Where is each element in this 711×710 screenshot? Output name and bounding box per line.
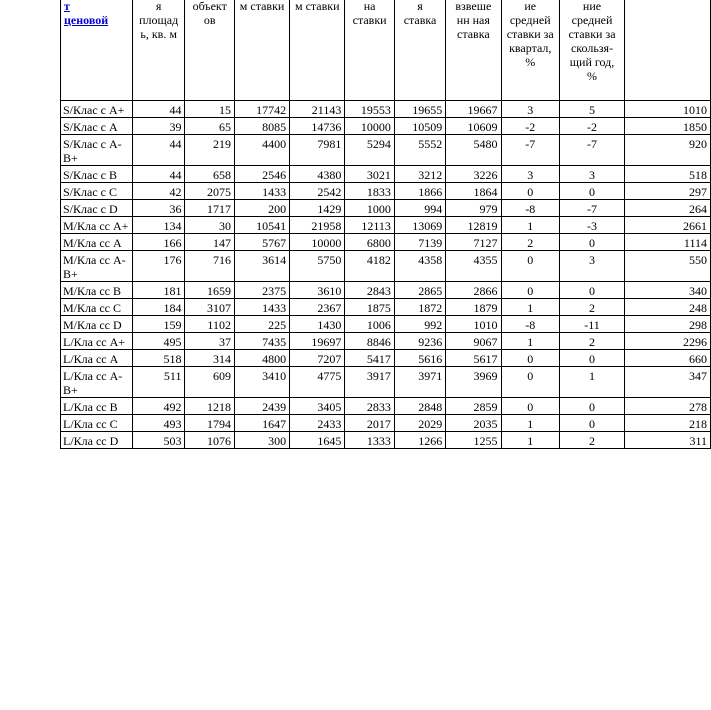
cell-avg-area: 166 <box>132 234 185 251</box>
cell-min-rate: 8085 <box>234 118 289 135</box>
column-header-line: щий год, <box>569 55 615 69</box>
cell-segment: L/Кла сс A- B+ <box>61 367 133 398</box>
cell-segment: M/Кла сс A- B+ <box>61 251 133 282</box>
cell-avg-area: 492 <box>132 398 185 415</box>
table-row <box>61 234 711 251</box>
cell-objects: 1659 <box>185 282 235 299</box>
cell-avg-rate: 1872 <box>394 299 445 316</box>
cell-change-quarter: 1 <box>501 415 559 432</box>
cell-avg-rate: 4358 <box>394 251 445 282</box>
column-header-line: на <box>363 0 376 13</box>
cell-last: 920 <box>625 135 711 166</box>
cell-weighted-rate: 12819 <box>446 217 501 234</box>
cell-change-year: 1 <box>559 367 624 398</box>
cell-segment: M/Кла сс A+ <box>61 217 133 234</box>
cell-segment: S/Клас с D <box>61 200 133 217</box>
cell-last: 1850 <box>625 118 711 135</box>
cell-min-rate: 17742 <box>234 101 289 118</box>
cell-segment: L/Кла сс A+ <box>61 333 133 350</box>
cell-change-year: 3 <box>559 251 624 282</box>
cell-change-year: 5 <box>559 101 624 118</box>
column-header-line: взвеше <box>455 0 492 13</box>
cell-change-quarter: 0 <box>501 282 559 299</box>
cell-change-year: 2 <box>559 432 624 449</box>
cell-segment: M/Кла сс D <box>61 316 133 333</box>
cell-change-year: 0 <box>559 234 624 251</box>
cell-median-rate: 1000 <box>345 200 395 217</box>
cell-avg-area: 44 <box>132 101 185 118</box>
cell-objects: 37 <box>185 333 235 350</box>
cell-segment: S/Клас с C <box>61 183 133 200</box>
cell-max-rate: 1645 <box>290 432 345 449</box>
cell-avg-area: 39 <box>132 118 185 135</box>
cell-weighted-rate: 1864 <box>446 183 501 200</box>
cell-median-rate: 5294 <box>345 135 395 166</box>
cell-avg-area: 159 <box>132 316 185 333</box>
table-row <box>61 367 711 398</box>
cell-median-rate: 1333 <box>345 432 395 449</box>
table-row <box>61 432 711 449</box>
cell-objects: 65 <box>185 118 235 135</box>
cell-median-rate: 1006 <box>345 316 395 333</box>
table-row <box>61 166 711 183</box>
cell-objects: 1218 <box>185 398 235 415</box>
cell-change-year: 0 <box>559 350 624 367</box>
cell-avg-area: 511 <box>132 367 185 398</box>
cell-change-quarter: -8 <box>501 316 559 333</box>
cell-min-rate: 3410 <box>234 367 289 398</box>
cell-avg-rate: 2029 <box>394 415 445 432</box>
table-row <box>61 333 711 350</box>
cell-min-rate: 1433 <box>234 299 289 316</box>
column-header-min-rate <box>234 0 289 101</box>
column-header-line: средней <box>509 13 551 27</box>
table-header-row <box>61 0 711 101</box>
table-row <box>61 183 711 200</box>
cell-avg-area: 176 <box>132 251 185 282</box>
cell-change-year: -2 <box>559 118 624 135</box>
cell-objects: 147 <box>185 234 235 251</box>
column-header-line: квартал, <box>509 41 552 55</box>
cell-change-quarter: 3 <box>501 101 559 118</box>
cell-objects: 609 <box>185 367 235 398</box>
cell-change-year: 2 <box>559 333 624 350</box>
column-header-median-rate <box>345 0 395 101</box>
column-header-line: ние <box>582 0 602 13</box>
cell-min-rate: 5767 <box>234 234 289 251</box>
table-row <box>61 415 711 432</box>
cell-min-rate: 4800 <box>234 350 289 367</box>
cell-weighted-rate: 4355 <box>446 251 501 282</box>
cell-weighted-rate: 979 <box>446 200 501 217</box>
column-header-last <box>625 0 711 101</box>
cell-change-quarter: 1 <box>501 217 559 234</box>
cell-objects: 1794 <box>185 415 235 432</box>
table-row <box>61 217 711 234</box>
cell-weighted-rate: 3969 <box>446 367 501 398</box>
cell-min-rate: 10541 <box>234 217 289 234</box>
cell-avg-rate: 5616 <box>394 350 445 367</box>
column-header-line: я <box>417 0 423 13</box>
cell-segment: S/Клас с A+ <box>61 101 133 118</box>
table-row <box>61 251 711 282</box>
cell-segment: M/Кла сс C <box>61 299 133 316</box>
cell-max-rate: 3405 <box>290 398 345 415</box>
cell-change-quarter: 1 <box>501 299 559 316</box>
cell-last: 660 <box>625 350 711 367</box>
table-row <box>61 282 711 299</box>
cell-change-year: 3 <box>559 166 624 183</box>
cell-change-quarter: -2 <box>501 118 559 135</box>
cell-weighted-rate: 2866 <box>446 282 501 299</box>
cell-max-rate: 2433 <box>290 415 345 432</box>
cell-last: 2296 <box>625 333 711 350</box>
table-row <box>61 135 711 166</box>
column-header-line: нн ная <box>456 13 490 27</box>
table-row <box>61 398 711 415</box>
cell-change-quarter: 1 <box>501 432 559 449</box>
cell-min-rate: 2439 <box>234 398 289 415</box>
cell-weighted-rate: 1010 <box>446 316 501 333</box>
cell-min-rate: 3614 <box>234 251 289 282</box>
column-header-segment <box>61 0 133 101</box>
cell-weighted-rate: 2035 <box>446 415 501 432</box>
table-row <box>61 299 711 316</box>
cell-max-rate: 19697 <box>290 333 345 350</box>
cell-max-rate: 4775 <box>290 367 345 398</box>
cell-max-rate: 2542 <box>290 183 345 200</box>
cell-avg-rate: 3212 <box>394 166 445 183</box>
column-header-line: ов <box>203 13 216 27</box>
cell-avg-rate: 3971 <box>394 367 445 398</box>
cell-objects: 15 <box>185 101 235 118</box>
cell-max-rate: 5750 <box>290 251 345 282</box>
column-header-weighted-rate <box>446 0 501 101</box>
cell-weighted-rate: 9067 <box>446 333 501 350</box>
cell-avg-area: 36 <box>132 200 185 217</box>
cell-weighted-rate: 10609 <box>446 118 501 135</box>
cell-median-rate: 19553 <box>345 101 395 118</box>
cell-avg-rate: 13069 <box>394 217 445 234</box>
cell-last: 297 <box>625 183 711 200</box>
cell-segment: M/Кла сс A <box>61 234 133 251</box>
cell-change-year: -3 <box>559 217 624 234</box>
cell-weighted-rate: 5617 <box>446 350 501 367</box>
table-row <box>61 350 711 367</box>
cell-max-rate: 7981 <box>290 135 345 166</box>
cell-min-rate: 1433 <box>234 183 289 200</box>
cell-avg-area: 495 <box>132 333 185 350</box>
cell-change-year: 0 <box>559 398 624 415</box>
column-header-line: % <box>587 69 598 83</box>
cell-avg-area: 134 <box>132 217 185 234</box>
table-body <box>61 101 711 449</box>
cell-last: 347 <box>625 367 711 398</box>
cell-avg-rate: 992 <box>394 316 445 333</box>
cell-change-year: 0 <box>559 282 624 299</box>
cell-last: 2661 <box>625 217 711 234</box>
cell-max-rate: 14736 <box>290 118 345 135</box>
cell-max-rate: 4380 <box>290 166 345 183</box>
cell-min-rate: 2546 <box>234 166 289 183</box>
cell-avg-rate: 1866 <box>394 183 445 200</box>
cell-median-rate: 6800 <box>345 234 395 251</box>
column-header-line: м ставки <box>294 0 340 13</box>
cell-objects: 716 <box>185 251 235 282</box>
column-header-line: ь, кв. м <box>140 27 177 41</box>
cell-avg-rate: 7139 <box>394 234 445 251</box>
cell-avg-rate: 2865 <box>394 282 445 299</box>
cell-segment: S/Клас с B <box>61 166 133 183</box>
cell-change-year: -11 <box>559 316 624 333</box>
cell-objects: 1717 <box>185 200 235 217</box>
cell-objects: 658 <box>185 166 235 183</box>
column-header-line: ставки за <box>568 27 616 41</box>
cell-change-quarter: 0 <box>501 367 559 398</box>
cell-avg-area: 493 <box>132 415 185 432</box>
cell-change-quarter: 0 <box>501 350 559 367</box>
cell-last: 311 <box>625 432 711 449</box>
cell-max-rate: 1429 <box>290 200 345 217</box>
table-row <box>61 101 711 118</box>
column-header-line: % <box>525 55 536 69</box>
cell-change-year: -7 <box>559 200 624 217</box>
cell-last: 264 <box>625 200 711 217</box>
cell-last: 1114 <box>625 234 711 251</box>
column-header-change-quarter <box>501 0 559 101</box>
column-header-line: я <box>155 0 162 13</box>
cell-weighted-rate: 19667 <box>446 101 501 118</box>
column-header-line: м ставки <box>239 0 285 13</box>
cell-last: 518 <box>625 166 711 183</box>
cell-min-rate: 1647 <box>234 415 289 432</box>
cell-min-rate: 2375 <box>234 282 289 299</box>
cell-avg-rate: 10509 <box>394 118 445 135</box>
cell-last: 218 <box>625 415 711 432</box>
cell-change-quarter: 0 <box>501 183 559 200</box>
table-row <box>61 118 711 135</box>
cell-change-quarter: -7 <box>501 135 559 166</box>
cell-change-quarter: 2 <box>501 234 559 251</box>
cell-min-rate: 225 <box>234 316 289 333</box>
cell-avg-area: 44 <box>132 135 185 166</box>
rent-rates-table <box>60 0 711 449</box>
cell-weighted-rate: 3226 <box>446 166 501 183</box>
cell-segment: L/Кла сс D <box>61 432 133 449</box>
cell-median-rate: 1833 <box>345 183 395 200</box>
cell-change-year: 2 <box>559 299 624 316</box>
column-header-line: ставки <box>352 13 387 27</box>
table-row <box>61 200 711 217</box>
column-header-line: ие <box>524 0 537 13</box>
cell-min-rate: 7435 <box>234 333 289 350</box>
cell-objects: 314 <box>185 350 235 367</box>
cell-objects: 219 <box>185 135 235 166</box>
cell-max-rate: 10000 <box>290 234 345 251</box>
column-header-line: ставка <box>457 27 490 41</box>
column-header-line[interactable]: ценовой <box>64 13 109 27</box>
cell-avg-area: 518 <box>132 350 185 367</box>
cell-median-rate: 8846 <box>345 333 395 350</box>
cell-change-quarter: 0 <box>501 398 559 415</box>
column-header-line: ставка <box>403 13 437 27</box>
cell-median-rate: 4182 <box>345 251 395 282</box>
cell-segment: M/Кла сс B <box>61 282 133 299</box>
cell-median-rate: 5417 <box>345 350 395 367</box>
cell-avg-area: 42 <box>132 183 185 200</box>
cell-median-rate: 3917 <box>345 367 395 398</box>
cell-avg-area: 503 <box>132 432 185 449</box>
cell-weighted-rate: 1255 <box>446 432 501 449</box>
column-header-objects <box>185 0 235 101</box>
cell-objects: 2075 <box>185 183 235 200</box>
cell-median-rate: 12113 <box>345 217 395 234</box>
cell-max-rate: 21958 <box>290 217 345 234</box>
cell-avg-area: 44 <box>132 166 185 183</box>
cell-segment: S/Клас с A- B+ <box>61 135 133 166</box>
cell-last: 248 <box>625 299 711 316</box>
cell-avg-rate: 2848 <box>394 398 445 415</box>
cell-median-rate: 10000 <box>345 118 395 135</box>
cell-change-quarter: 3 <box>501 166 559 183</box>
column-header-avg-rate <box>394 0 445 101</box>
cell-objects: 3107 <box>185 299 235 316</box>
column-header-line[interactable]: т <box>64 0 70 13</box>
column-header-line: средней <box>571 13 613 27</box>
cell-last: 550 <box>625 251 711 282</box>
cell-min-rate: 200 <box>234 200 289 217</box>
cell-median-rate: 1875 <box>345 299 395 316</box>
cell-max-rate: 21143 <box>290 101 345 118</box>
cell-change-quarter: -8 <box>501 200 559 217</box>
cell-avg-rate: 9236 <box>394 333 445 350</box>
column-header-change-year <box>559 0 624 101</box>
cell-max-rate: 3610 <box>290 282 345 299</box>
cell-segment: L/Кла сс B <box>61 398 133 415</box>
cell-median-rate: 2833 <box>345 398 395 415</box>
cell-last: 278 <box>625 398 711 415</box>
cell-max-rate: 1430 <box>290 316 345 333</box>
cell-change-quarter: 0 <box>501 251 559 282</box>
cell-median-rate: 2843 <box>345 282 395 299</box>
column-header-line: ставки за <box>506 27 554 41</box>
column-header-max-rate <box>290 0 345 101</box>
cell-avg-area: 181 <box>132 282 185 299</box>
cell-segment: L/Кла сс C <box>61 415 133 432</box>
cell-last: 340 <box>625 282 711 299</box>
cell-median-rate: 2017 <box>345 415 395 432</box>
cell-segment: L/Кла сс A <box>61 350 133 367</box>
column-header-line: площад <box>139 13 179 27</box>
cell-change-year: 0 <box>559 415 624 432</box>
cell-objects: 1076 <box>185 432 235 449</box>
column-header-line: скользя- <box>570 41 614 55</box>
cell-avg-area: 184 <box>132 299 185 316</box>
cell-last: 1010 <box>625 101 711 118</box>
cell-objects: 1102 <box>185 316 235 333</box>
cell-objects: 30 <box>185 217 235 234</box>
cell-max-rate: 2367 <box>290 299 345 316</box>
column-header-avg-area <box>132 0 185 101</box>
cell-max-rate: 7207 <box>290 350 345 367</box>
cell-weighted-rate: 2859 <box>446 398 501 415</box>
cell-last: 298 <box>625 316 711 333</box>
cell-min-rate: 4400 <box>234 135 289 166</box>
cell-median-rate: 3021 <box>345 166 395 183</box>
cell-weighted-rate: 7127 <box>446 234 501 251</box>
cell-avg-rate: 19655 <box>394 101 445 118</box>
cell-min-rate: 300 <box>234 432 289 449</box>
cell-avg-rate: 1266 <box>394 432 445 449</box>
table-row <box>61 316 711 333</box>
cell-change-year: -7 <box>559 135 624 166</box>
cell-avg-rate: 994 <box>394 200 445 217</box>
cell-segment: S/Клас с A <box>61 118 133 135</box>
cell-avg-rate: 5552 <box>394 135 445 166</box>
cell-weighted-rate: 5480 <box>446 135 501 166</box>
cell-change-year: 0 <box>559 183 624 200</box>
cell-change-quarter: 1 <box>501 333 559 350</box>
column-header-line: объект <box>192 0 227 13</box>
cell-weighted-rate: 1879 <box>446 299 501 316</box>
